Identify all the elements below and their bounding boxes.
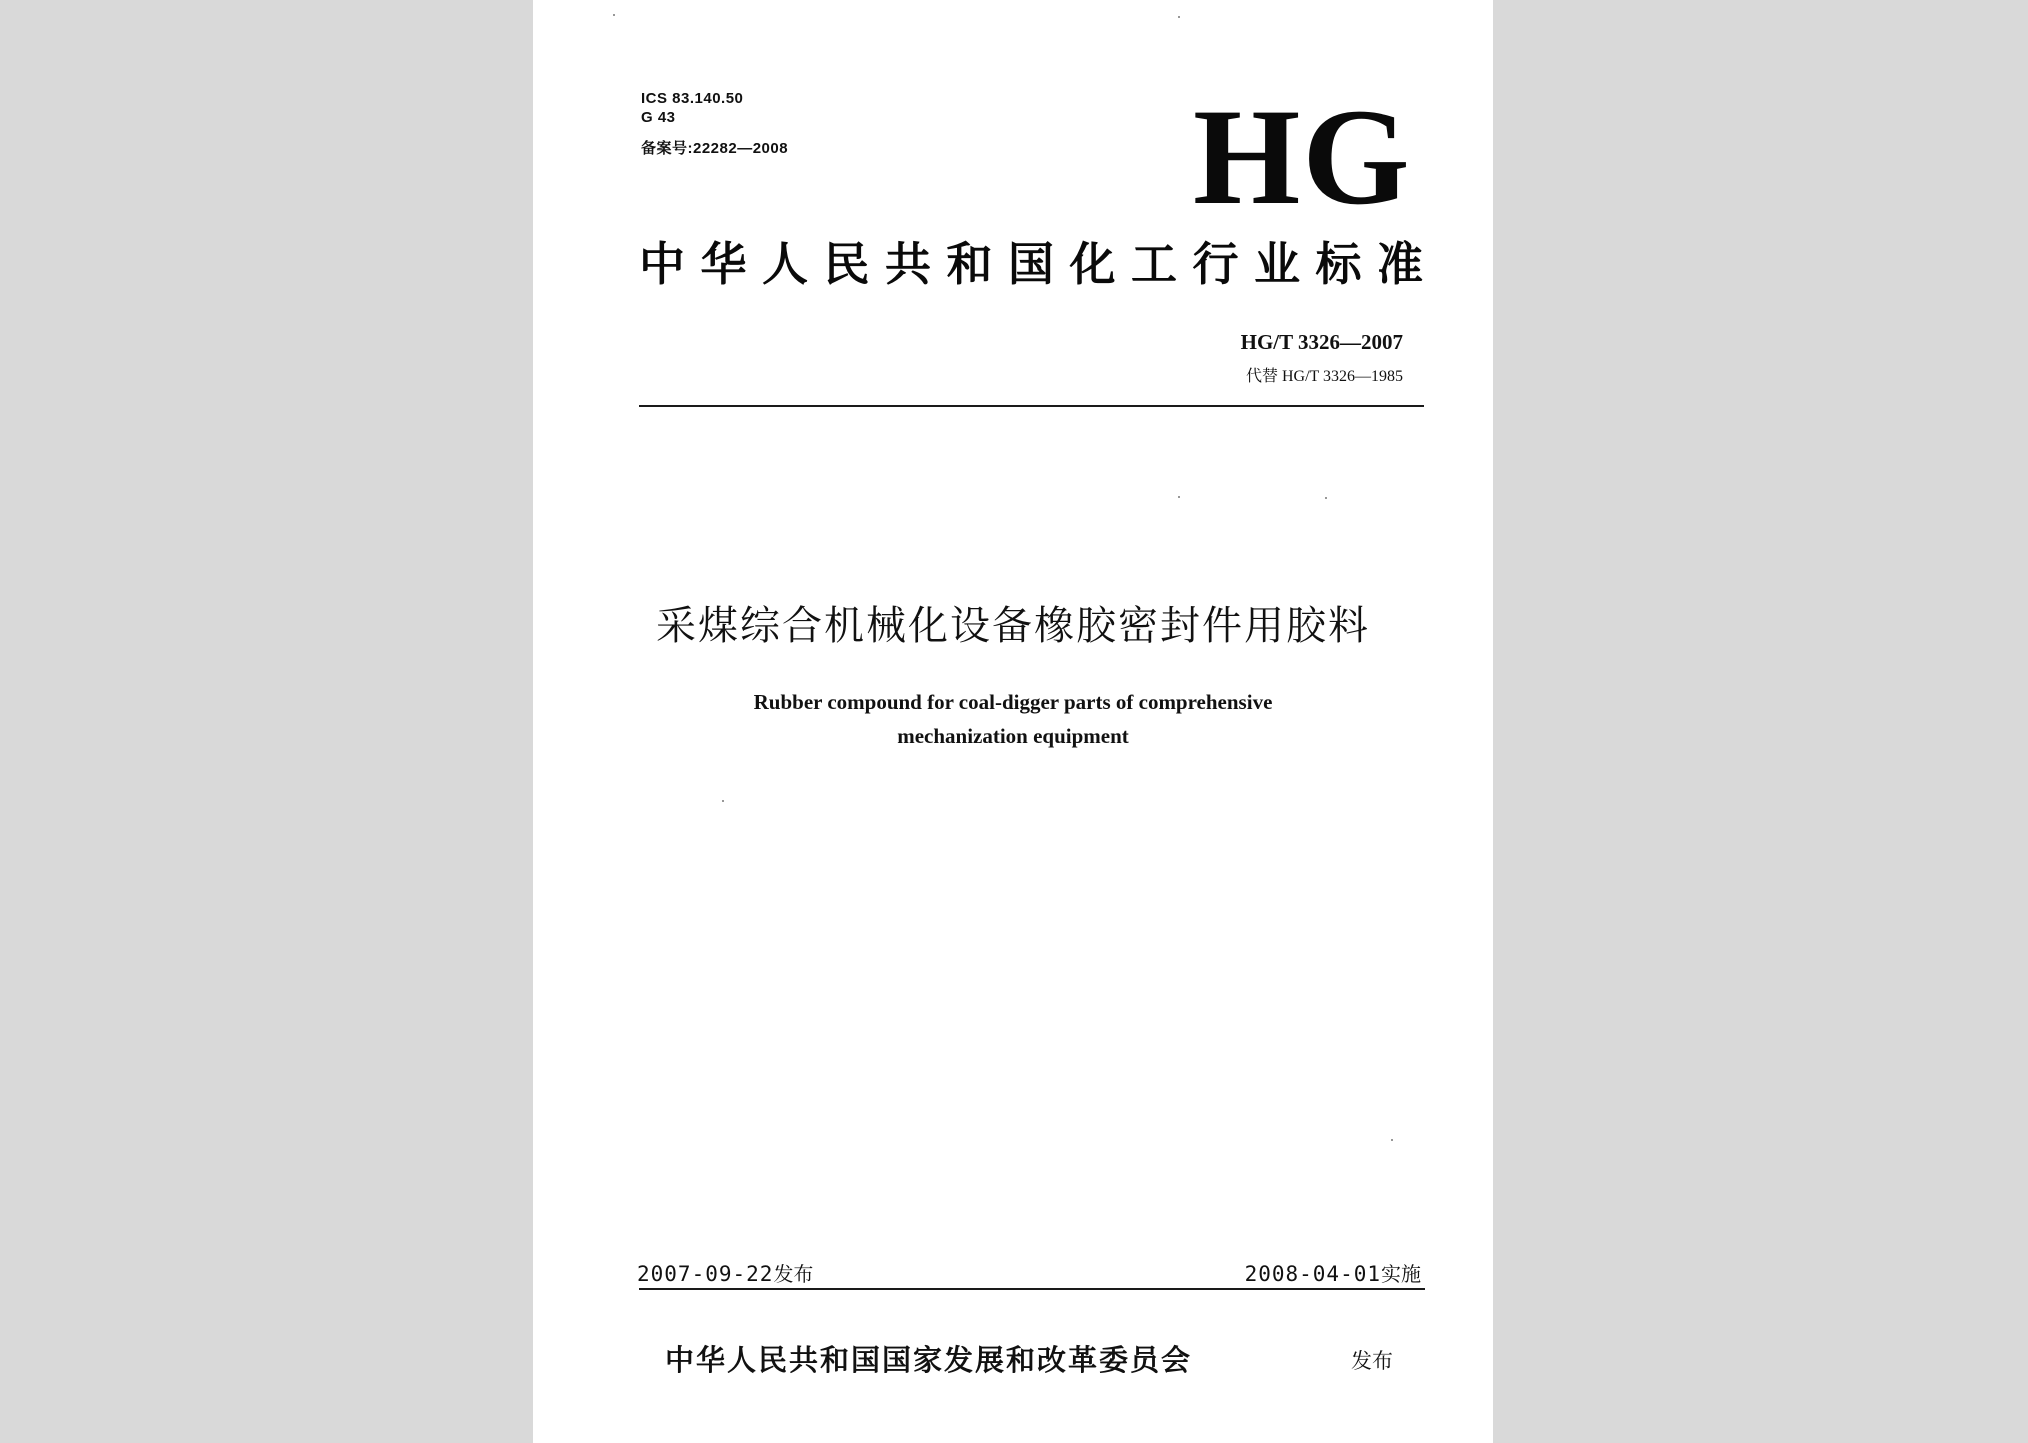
document-page: [533, 0, 1493, 1443]
implementation-date: [1245, 1258, 1421, 1287]
replaces-standard: 代替 HG/T 3326—1985: [1245, 368, 1403, 385]
ccs-code: G 43: [641, 109, 676, 126]
scan-speck: [1325, 497, 1327, 499]
publisher-name: 中华人民共和国国家发展和改革委员会: [665, 1343, 1193, 1377]
hg-logo: HG: [1193, 80, 1412, 233]
document-title-chinese: 采煤综合机械化设备橡胶密封件用胶料: [656, 603, 1370, 649]
implementation-date-value: 2008-04-01: [1244, 1262, 1381, 1286]
scan-speck: [1178, 16, 1180, 18]
standard-number: HG/T 3326—2007: [1240, 330, 1403, 354]
scan-speck: [1178, 496, 1180, 498]
document-title-english-line1: Rubber compound for coal-digger parts of comprehensive: [753, 690, 1273, 714]
footer-divider: [639, 1288, 1425, 1290]
record-number: 备案号:22282—2008: [641, 140, 789, 157]
scan-speck: [722, 800, 724, 802]
ics-code: ICS 83.140.50: [641, 90, 744, 107]
issue-date-label: 发布: [773, 1262, 814, 1286]
standard-category-title: 中华人民共和国化工行业标准: [639, 237, 1423, 291]
scan-speck: [1391, 1139, 1393, 1141]
issue-date-value: 2007-09-22: [637, 1262, 774, 1286]
document-title-english-line2: mechanization equipment: [897, 724, 1129, 748]
publisher-suffix: 发布: [1351, 1349, 1393, 1373]
issue-date: [637, 1258, 813, 1287]
header-divider: [639, 405, 1424, 407]
scan-speck: [613, 14, 615, 16]
implementation-date-label: 实施: [1381, 1262, 1421, 1286]
